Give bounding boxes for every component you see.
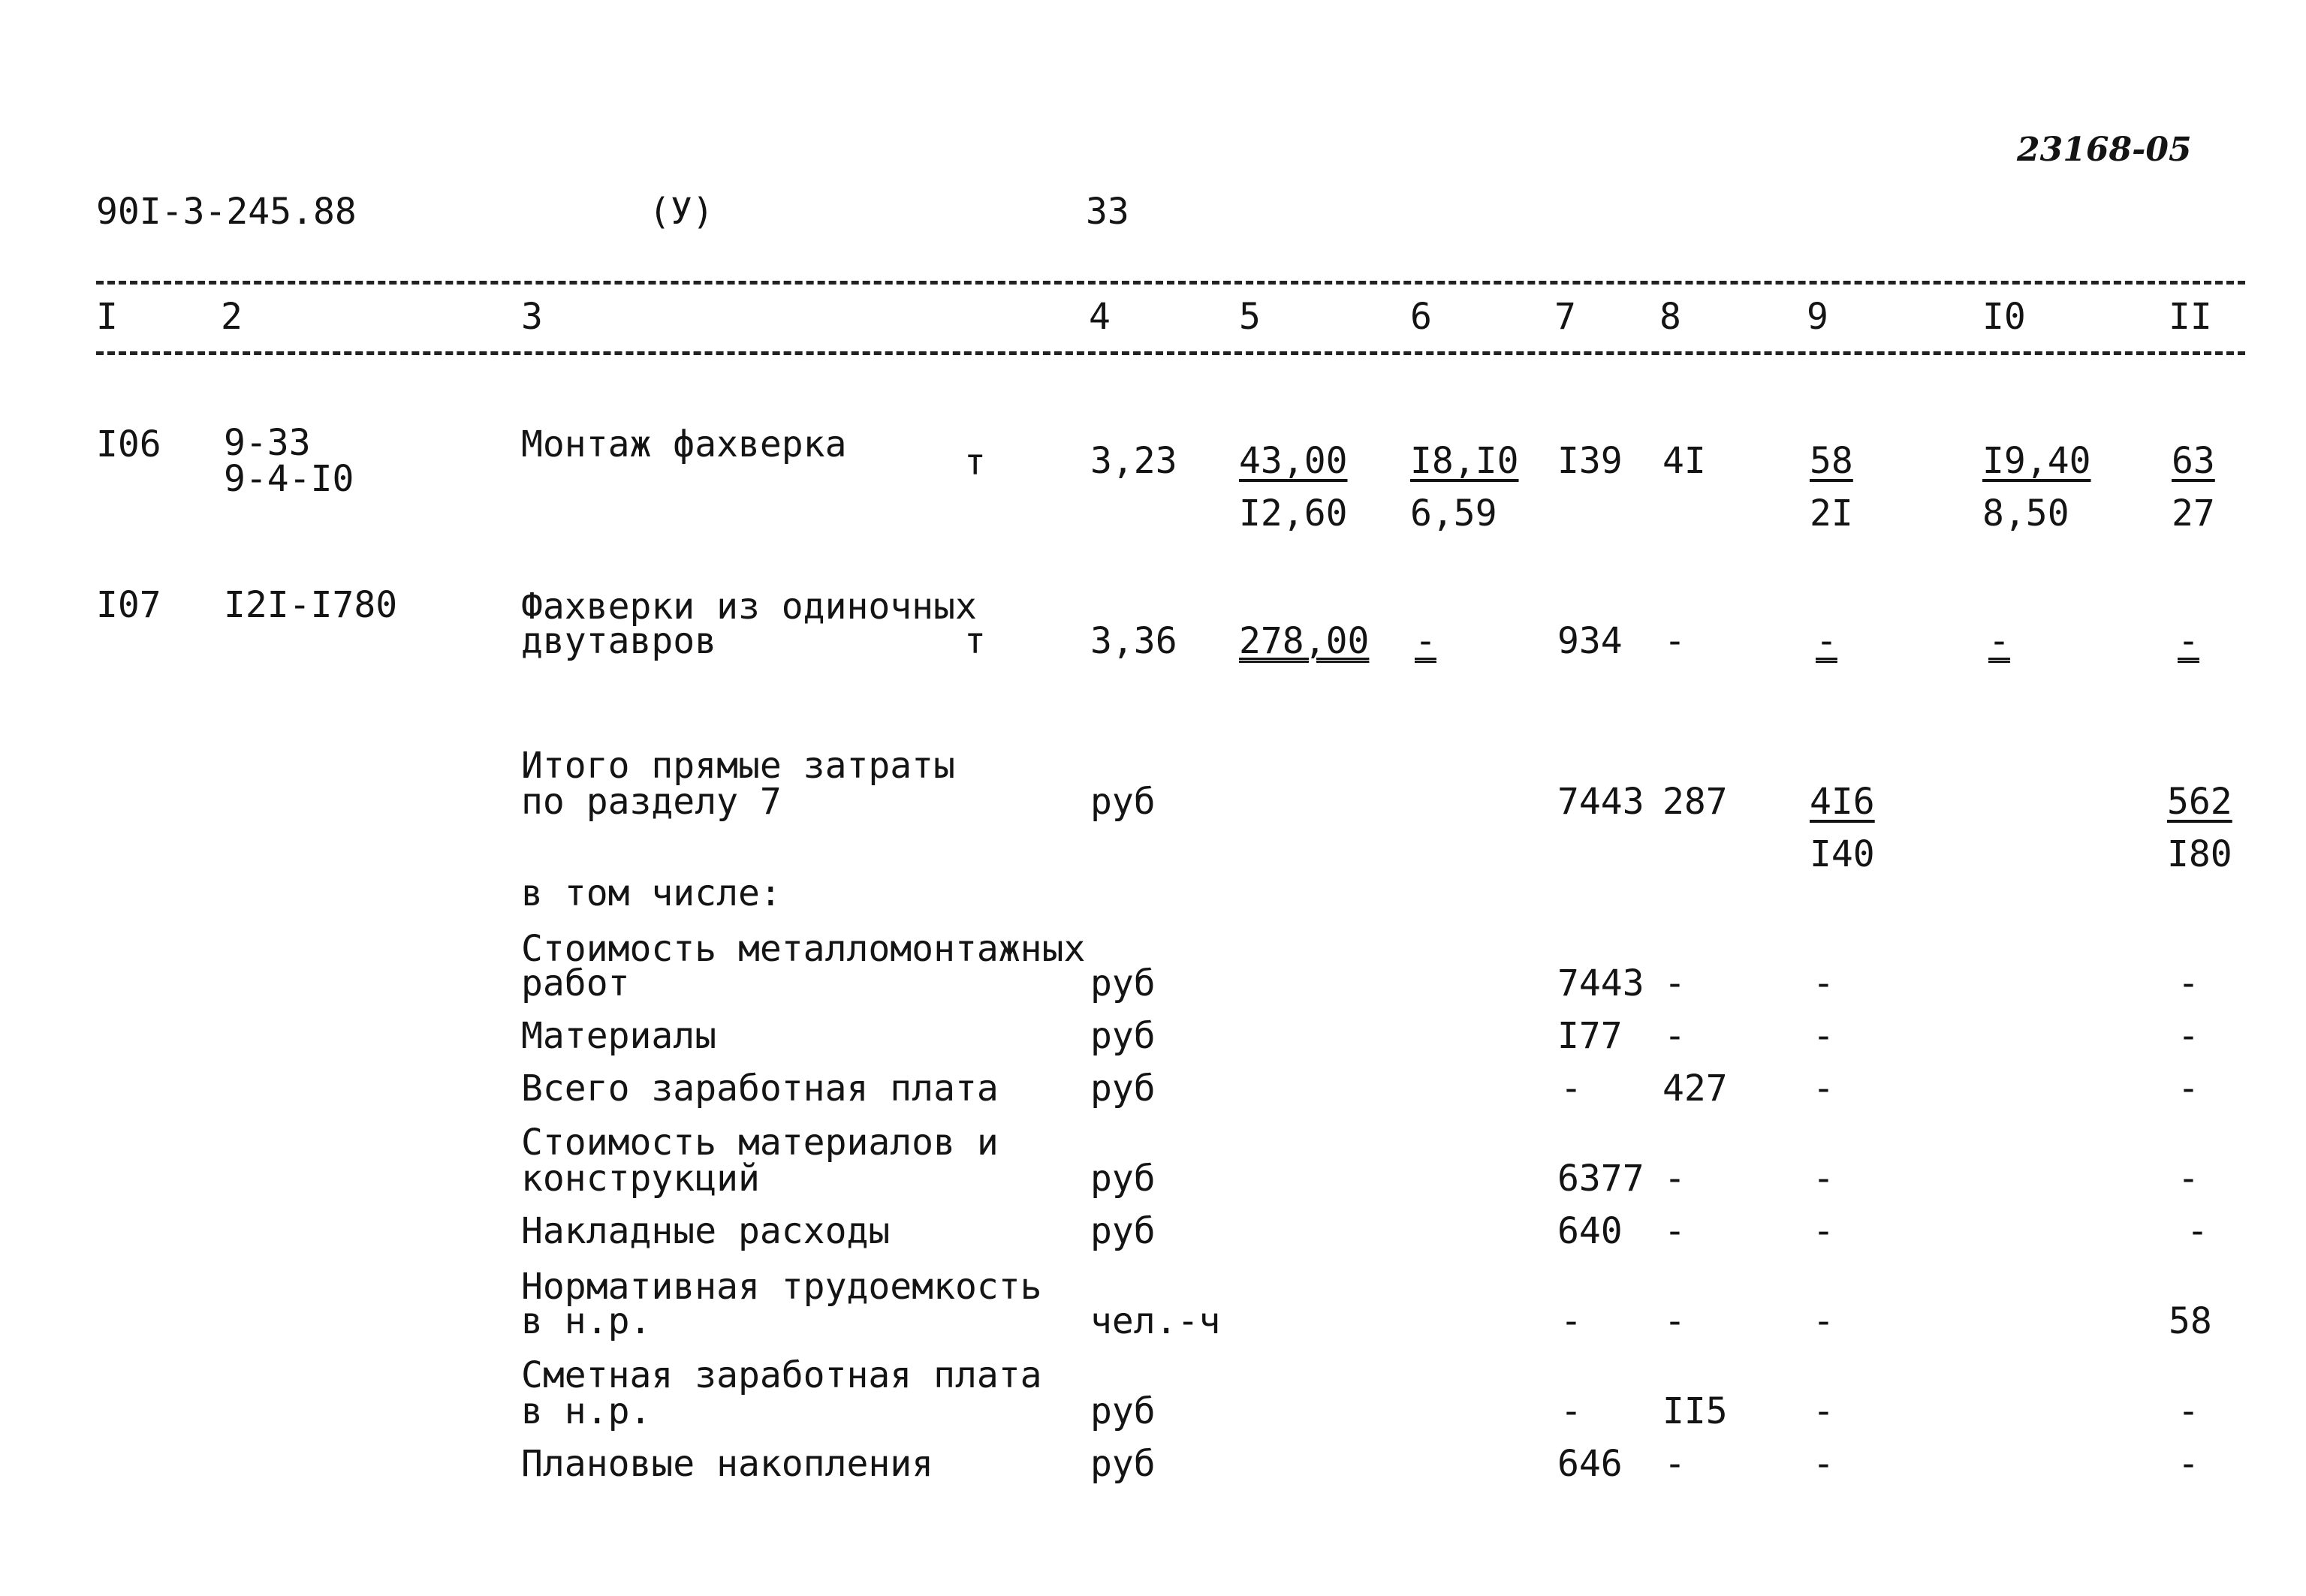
row-unit: т xyxy=(964,441,986,483)
cell-5-top: 43,00 xyxy=(1239,440,1348,482)
cell-5-bottom: I2,60 xyxy=(1239,492,1348,535)
column-header: 8 xyxy=(1659,296,1681,338)
totals-cell-11-top: 562 xyxy=(2167,781,2232,823)
row-number: I06 xyxy=(96,423,161,465)
including-label: в том числе: xyxy=(521,872,782,914)
cell-11-top: 63 xyxy=(2172,440,2215,482)
breakdown-unit: чел.-ч xyxy=(1090,1300,1221,1342)
breakdown-cell-8: - xyxy=(1664,1443,1686,1485)
breakdown-unit: руб xyxy=(1090,1210,1156,1252)
row-name: Монтаж фахверка xyxy=(521,423,847,465)
row-code: 9-33 xyxy=(224,422,311,464)
cell-7: I39 xyxy=(1557,440,1623,482)
page-number: 33 xyxy=(1086,191,1129,233)
breakdown-cell-8: - xyxy=(1664,1015,1686,1057)
column-header: 4 xyxy=(1089,296,1111,338)
document-mark: (У) xyxy=(649,191,714,233)
cell-7: 934 xyxy=(1557,620,1623,662)
breakdown-cell-9: - xyxy=(1813,1300,1834,1342)
document-code: 90I-3-245.88 xyxy=(96,191,357,233)
cell-11-bottom: 27 xyxy=(2172,492,2215,535)
breakdown-label: Накладные расходы xyxy=(521,1210,891,1252)
cell-10-top: I9,40 xyxy=(1982,440,2091,482)
cell-9-bottom: 2I xyxy=(1810,492,1853,535)
breakdown-unit: руб xyxy=(1090,1015,1156,1057)
column-header: 3 xyxy=(521,296,543,338)
breakdown-cell-7: 646 xyxy=(1557,1443,1623,1485)
breakdown-cell-7: I77 xyxy=(1557,1015,1623,1057)
row-code: 9-4-I0 xyxy=(224,458,354,500)
breakdown-cell-11: - xyxy=(2187,1210,2208,1252)
row-unit: т xyxy=(964,620,986,662)
row-name: Фахверки из одиночных xyxy=(521,586,977,628)
column-header: 9 xyxy=(1807,296,1828,338)
column-header: I xyxy=(96,296,118,338)
row-code: I2I-I780 xyxy=(224,584,398,626)
breakdown-cell-11: - xyxy=(2178,1158,2199,1200)
breakdown-label: Сметная заработная плата xyxy=(521,1354,1042,1396)
totals-cell-11-bottom: I80 xyxy=(2167,833,2232,875)
cell-6-bottom: 6,59 xyxy=(1410,492,1497,535)
cell-8: - xyxy=(1664,620,1686,662)
breakdown-cell-9: - xyxy=(1813,1068,1834,1110)
breakdown-cell-7: - xyxy=(1560,1068,1582,1110)
breakdown-label: конструкций xyxy=(521,1158,760,1200)
breakdown-unit: руб xyxy=(1090,1068,1156,1110)
breakdown-cell-9: - xyxy=(1813,1210,1834,1252)
breakdown-cell-9: - xyxy=(1813,962,1834,1004)
breakdown-cell-9: - xyxy=(1813,1443,1834,1485)
breakdown-cell-8: 427 xyxy=(1662,1068,1728,1110)
breakdown-cell-8: - xyxy=(1664,1158,1686,1200)
breakdown-cell-11: - xyxy=(2178,1390,2199,1432)
breakdown-unit: руб xyxy=(1090,1158,1156,1200)
breakdown-cell-8: II5 xyxy=(1662,1390,1728,1432)
cell-9: - xyxy=(1816,620,1837,662)
breakdown-label: Плановые накопления xyxy=(521,1443,934,1485)
handwritten-number: 23168-05 xyxy=(2017,131,2192,169)
row-number: I07 xyxy=(96,584,161,626)
breakdown-cell-9: - xyxy=(1813,1158,1834,1200)
cell-11: - xyxy=(2178,620,2199,662)
breakdown-cell-9: - xyxy=(1813,1390,1834,1432)
breakdown-cell-7: 640 xyxy=(1557,1210,1623,1252)
column-header: 7 xyxy=(1554,296,1576,338)
breakdown-unit: руб xyxy=(1090,1443,1156,1485)
row-name: двутавров xyxy=(521,620,717,662)
totals-label: Итого прямые затраты xyxy=(521,745,955,787)
cell-10-bottom: 8,50 xyxy=(1982,492,2069,535)
breakdown-cell-11: - xyxy=(2178,1443,2199,1485)
column-header: II xyxy=(2169,296,2212,338)
column-header: 6 xyxy=(1410,296,1432,338)
totals-label: по разделу 7 xyxy=(521,781,782,823)
header-rule-top xyxy=(96,281,2245,285)
cell-5: 278,00 xyxy=(1239,620,1370,662)
header-rule-bottom xyxy=(96,351,2245,355)
column-header: I0 xyxy=(1982,296,2026,338)
breakdown-cell-8: - xyxy=(1664,962,1686,1004)
totals-cell-9-top: 4I6 xyxy=(1810,781,1875,823)
breakdown-cell-7: - xyxy=(1560,1390,1582,1432)
breakdown-label: в н.р. xyxy=(521,1390,652,1432)
breakdown-label: работ xyxy=(521,962,630,1004)
cell-6-top: I8,I0 xyxy=(1410,440,1519,482)
breakdown-label: Стоимость материалов и xyxy=(521,1122,999,1164)
breakdown-unit: руб xyxy=(1090,962,1156,1004)
totals-unit: руб xyxy=(1090,781,1156,823)
breakdown-cell-8: - xyxy=(1664,1300,1686,1342)
row-quantity: 3,36 xyxy=(1090,620,1177,662)
breakdown-cell-11: 58 xyxy=(2169,1300,2212,1342)
breakdown-cell-11: - xyxy=(2178,1068,2199,1110)
breakdown-label: в н.р. xyxy=(521,1300,652,1342)
breakdown-cell-8: - xyxy=(1664,1210,1686,1252)
cell-9-top: 58 xyxy=(1810,440,1853,482)
row-quantity: 3,23 xyxy=(1090,440,1177,482)
breakdown-cell-7: - xyxy=(1560,1300,1582,1342)
breakdown-label: Стоимость металломонтажных xyxy=(521,928,1086,970)
breakdown-unit: руб xyxy=(1090,1390,1156,1432)
breakdown-cell-7: 7443 xyxy=(1557,962,1644,1004)
breakdown-label: Материалы xyxy=(521,1015,717,1057)
cell-10: - xyxy=(1988,620,2010,662)
totals-cell-9-bottom: I40 xyxy=(1810,833,1875,875)
breakdown-label: Всего заработная плата xyxy=(521,1068,999,1110)
breakdown-cell-11: - xyxy=(2178,1015,2199,1057)
breakdown-label: Нормативная трудоемкость xyxy=(521,1266,1042,1308)
breakdown-cell-9: - xyxy=(1813,1015,1834,1057)
totals-cell-8: 287 xyxy=(1662,781,1728,823)
cell-6: - xyxy=(1415,620,1436,662)
breakdown-cell-11: - xyxy=(2178,962,2199,1004)
column-header: 5 xyxy=(1239,296,1261,338)
totals-cell-7: 7443 xyxy=(1557,781,1644,823)
cell-8: 4I xyxy=(1662,440,1706,482)
column-header: 2 xyxy=(221,296,243,338)
breakdown-cell-7: 6377 xyxy=(1557,1158,1644,1200)
